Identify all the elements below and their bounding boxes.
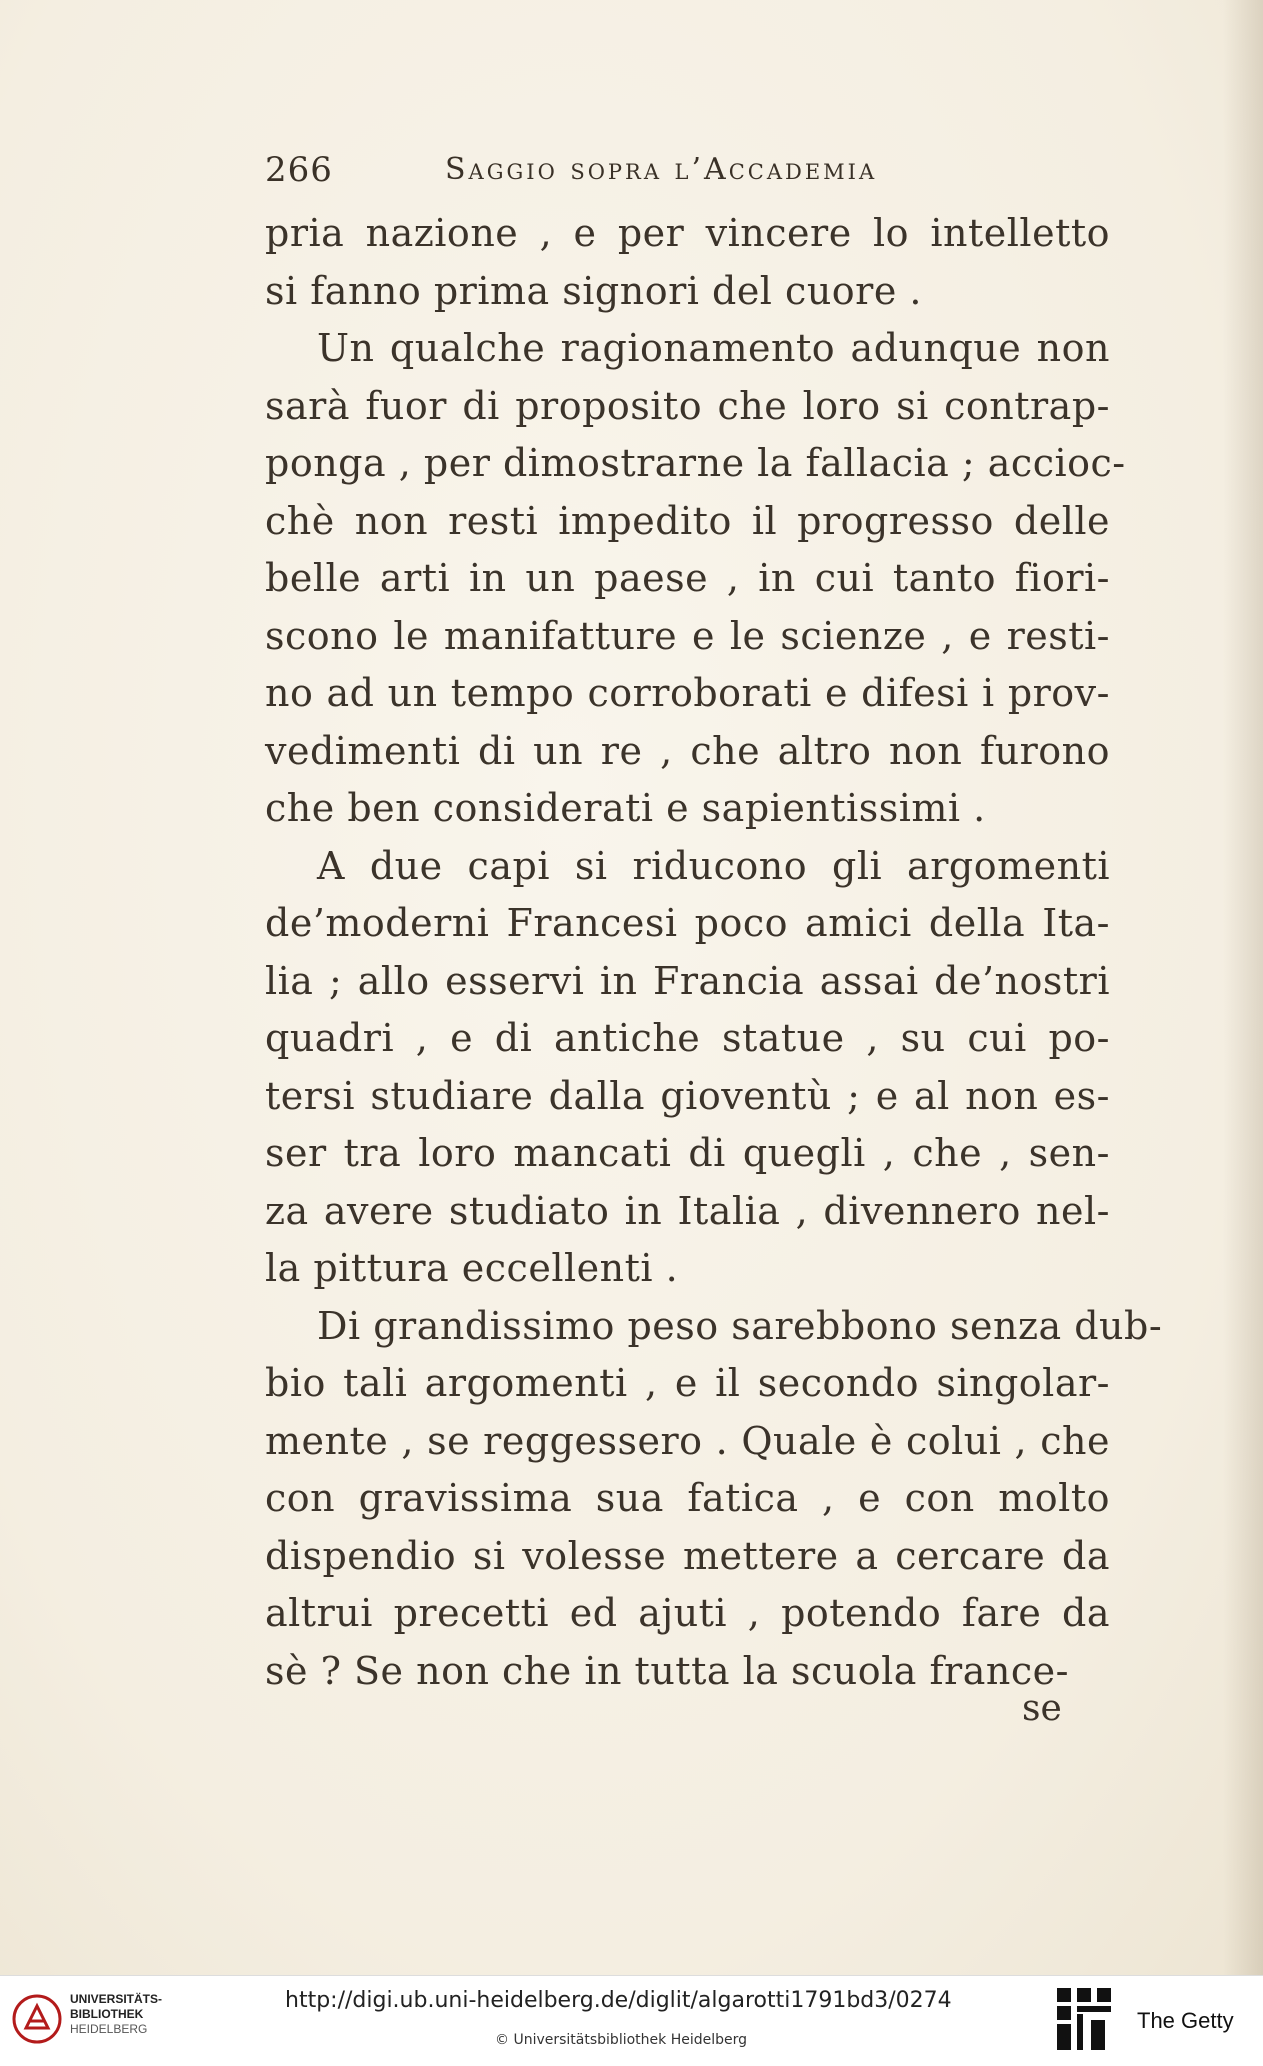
text-line: ponga , per dimostrarne la fallacia ; accioc-: [265, 441, 1126, 485]
library-name-line-1: UNIVERSITÄTS-: [70, 1992, 163, 2006]
text-line: lia ; allo esservi in Francia assai de’nostri: [265, 958, 1110, 1003]
text-line: belle arti in un paese , in cui tanto fiori-: [265, 556, 1110, 600]
text-line: sarà fuor di proposito che loro si contrap-: [265, 383, 1110, 428]
text-line: no ad un tempo corroborati e difesi i prov-: [265, 671, 1110, 715]
text-line: Un qualche ragionamento adunque non: [317, 326, 1110, 370]
text-line: vedimenti di un re , che altro non furono: [265, 728, 1110, 773]
running-head: Saggio sopra l’Accademia: [445, 152, 878, 187]
text-line: Di grandissimo peso sarebbono senza dub-: [317, 1303, 1163, 1348]
text-line: de’moderni Francesi poco amici della Ita-: [265, 901, 1110, 945]
page-edge-shadow: [1223, 0, 1263, 1975]
text-line: tersi studiare dalla gioventù ; e al non es-: [265, 1073, 1110, 1118]
library-name-line-3: HEIDELBERG: [70, 2022, 148, 2036]
text-line: sè ? Se non che in tutta la scuola france-: [265, 1648, 1069, 1693]
text-line: za avere studiato in Italia , divennero nel-: [265, 1188, 1110, 1233]
text-line: altrui precetti ed ajuti , potendo fare da: [265, 1591, 1110, 1635]
text-line: con gravissima sua fatica , e con molto: [265, 1476, 1110, 1520]
text-line: la pittura eccellenti .: [265, 1246, 679, 1290]
body-text: [265, 205, 1163, 1700]
text-line: A due capi si riducono gli argomenti: [317, 843, 1110, 888]
text-line: dispendio si volesse mettere a cercare da: [265, 1533, 1110, 1578]
sponsor-name: The Getty: [1137, 2008, 1234, 2033]
permalink-url[interactable]: http://digi.ub.uni-heidelberg.de/diglit/algarotti1791bd3/0274: [285, 1988, 952, 2013]
university-library-logo[interactable]: [12, 1988, 172, 2054]
catchword: se: [1022, 1688, 1062, 1729]
page-number: 266: [265, 150, 333, 190]
text-line: chè non resti impedito il progresso delle: [265, 498, 1110, 543]
copyright-notice: © Universitätsbibliothek Heidelberg: [495, 2032, 748, 2048]
text-line: scono le manifatture e le scienze , e resti-: [265, 613, 1110, 658]
text-line: ser tra loro mancati di quegli , che , sen-: [265, 1131, 1110, 1175]
viewer-footer: [0, 1975, 1263, 2066]
text-line: si fanno prima signori del cuore .: [265, 268, 922, 313]
text-line: che ben considerati e sapientissimi .: [265, 786, 986, 830]
getty-logo-icon[interactable]: [1055, 1986, 1115, 2054]
library-name-line-2: BIBLIOTHEK: [70, 2007, 144, 2021]
university-library-emblem-icon: [12, 1994, 62, 2044]
text-line: quadri , e di antiche statue , su cui po-: [265, 1016, 1110, 1060]
university-library-name: [70, 1992, 162, 2037]
text-line: mente , se reggessero . Quale è colui , che: [265, 1418, 1110, 1463]
text-line: pria nazione , e per vincere lo intelletto: [265, 211, 1110, 255]
text-line: bio tali argomenti , e il secondo singolar-: [265, 1361, 1110, 1405]
page-header: [265, 150, 1065, 200]
